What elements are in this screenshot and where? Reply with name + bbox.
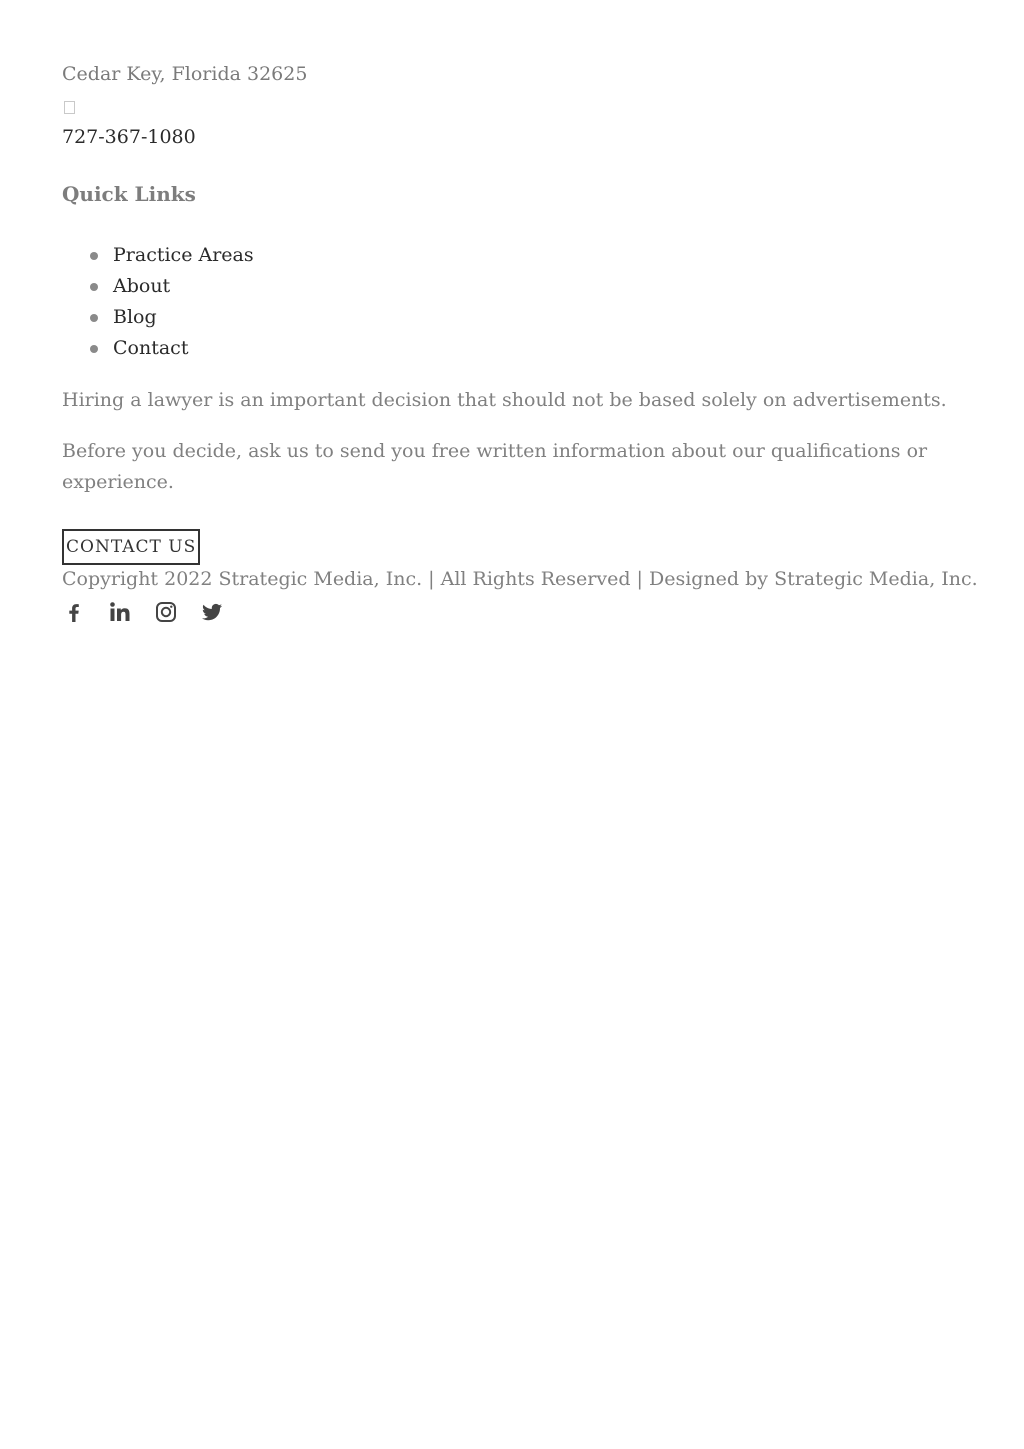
quick-links-list xyxy=(62,240,254,364)
copyright-text: Copyright 2022 Strategic Media, Inc. | All Rights Reserved | Designed by Strategic Media, Inc. xyxy=(62,568,978,590)
quick-link-contact xyxy=(62,333,254,364)
quick-link-label[interactable]: Blog xyxy=(113,306,157,328)
quick-links-heading: Quick Links xyxy=(62,182,196,206)
quick-link-label[interactable]: Contact xyxy=(113,337,189,359)
address-line: Cedar Key, Florida 32625 xyxy=(62,63,308,85)
bullet-icon xyxy=(90,283,98,291)
linkedin-icon[interactable] xyxy=(108,600,132,624)
quick-link-practice-areas xyxy=(62,240,254,271)
quick-link-label[interactable]: Practice Areas xyxy=(113,244,254,266)
contact-us-button[interactable]: CONTACT US xyxy=(62,529,200,565)
quick-link-blog xyxy=(62,302,254,333)
phone-icon xyxy=(64,101,75,114)
instagram-icon[interactable] xyxy=(154,600,178,624)
bullet-icon xyxy=(90,345,98,353)
disclaimer-text: Hiring a lawyer is an important decision that should not be based solely on advertisements. xyxy=(62,389,947,411)
quick-link-about xyxy=(62,271,254,302)
disclaimer-text: Before you decide, ask us to send you free written information about our qualifications or experience. xyxy=(62,440,928,493)
quick-link-label[interactable]: About xyxy=(113,275,171,297)
phone-link[interactable]: 727-367-1080 xyxy=(62,126,196,148)
bullet-icon xyxy=(90,314,98,322)
bullet-icon xyxy=(90,252,98,260)
twitter-icon[interactable] xyxy=(200,600,224,624)
facebook-icon[interactable] xyxy=(62,600,86,624)
